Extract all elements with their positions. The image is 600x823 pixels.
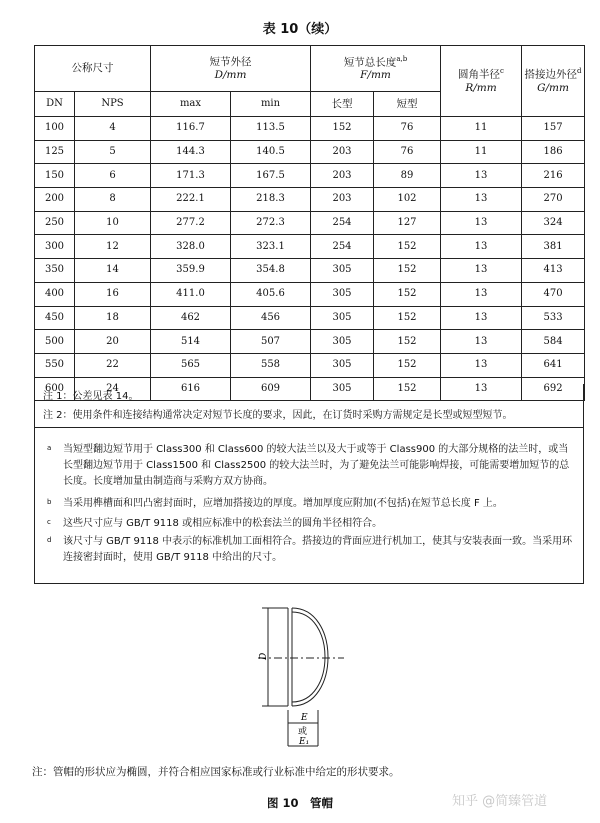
table-cell: 300 bbox=[35, 235, 75, 259]
table-cell: 550 bbox=[35, 353, 75, 377]
header-lap-od-unit: G/mm bbox=[537, 81, 569, 94]
table-cell: 152 bbox=[374, 259, 441, 283]
header-short-length-label: 短节总长度 bbox=[343, 56, 397, 69]
table-note-1: 注 1：公差见表 14。 bbox=[43, 391, 139, 402]
table-cell: 4 bbox=[75, 117, 151, 141]
cap-flange-lines bbox=[288, 608, 292, 706]
table-cell: 11 bbox=[441, 140, 522, 164]
label-e: E bbox=[301, 713, 308, 723]
pipe-cap-figure bbox=[240, 598, 360, 748]
table-cell: 254 bbox=[311, 211, 374, 235]
table-cell: 305 bbox=[311, 282, 374, 306]
table-cell: 305 bbox=[311, 259, 374, 283]
table-cell: 203 bbox=[311, 140, 374, 164]
table-row bbox=[35, 306, 585, 330]
table-cell: 13 bbox=[441, 306, 522, 330]
table-cell: 305 bbox=[311, 353, 374, 377]
table-cell: 125 bbox=[35, 140, 75, 164]
table-cell: 152 bbox=[374, 377, 441, 401]
table-note-2: 注 2：使用条件和连接结构通常决定对短节长度的要求，因此，在订货时采购方需规定是长型或短型短节。 bbox=[43, 410, 513, 421]
table-row bbox=[35, 188, 585, 212]
table-cell: 167.5 bbox=[231, 164, 311, 188]
table-cell: 305 bbox=[311, 330, 374, 354]
table-cell: 354.8 bbox=[231, 259, 311, 283]
footnote-b-mark: b bbox=[47, 498, 52, 506]
table-cell: 100 bbox=[35, 117, 75, 141]
header-short-od-label: 短节外径 bbox=[209, 55, 252, 68]
header-fillet-radius bbox=[441, 46, 522, 117]
table-cell: 13 bbox=[441, 259, 522, 283]
table-cell: 216 bbox=[522, 164, 585, 188]
header-lap-od bbox=[522, 46, 585, 117]
table-cell: 13 bbox=[441, 282, 522, 306]
table-row bbox=[35, 282, 585, 306]
table-cell: 18 bbox=[75, 306, 151, 330]
table-cell: 600 bbox=[35, 377, 75, 401]
table-cell: 218.3 bbox=[231, 188, 311, 212]
table-cell: 20 bbox=[75, 330, 151, 354]
table-cell: 584 bbox=[522, 330, 585, 354]
table-cell: 641 bbox=[522, 353, 585, 377]
table-cell: 14 bbox=[75, 259, 151, 283]
table-notes bbox=[34, 384, 584, 428]
table-cell: 150 bbox=[35, 164, 75, 188]
header-short-od-unit: D/mm bbox=[214, 68, 247, 81]
table-cell: 324 bbox=[522, 211, 585, 235]
table-row bbox=[35, 211, 585, 235]
table-cell: 76 bbox=[374, 117, 441, 141]
table-cell: 507 bbox=[231, 330, 311, 354]
table-cell: 13 bbox=[441, 188, 522, 212]
footnote-d-mark: d bbox=[47, 536, 52, 544]
table-cell: 152 bbox=[374, 330, 441, 354]
label-or: 或 bbox=[298, 727, 308, 737]
header-short-od bbox=[151, 46, 311, 92]
table-cell: 157 bbox=[522, 117, 585, 141]
figure-note: 注：管帽的形状应为椭圆，并符合相应国家标准或行业标准中给定的形状要求。 bbox=[32, 766, 400, 778]
table-row bbox=[35, 117, 585, 141]
table-cell: 144.3 bbox=[151, 140, 231, 164]
table-cell: 13 bbox=[441, 235, 522, 259]
table-cell: 565 bbox=[151, 353, 231, 377]
footnote-a-text: 当短型翻边短节用于 Class300 和 Class600 的较大法兰以及大于或等于 Class900 的大部分规格的法兰时，或当长型翻边短节用于 Class1500 和 Class2500 的较大法兰时，为了避免法兰可能影响焊接，可能需要增加短节的总长度。长度增加量由制造商与采购方双方协商。 bbox=[63, 444, 570, 487]
table-cell: 350 bbox=[35, 259, 75, 283]
footnote-d bbox=[47, 534, 577, 566]
footnote-c bbox=[47, 516, 577, 532]
table-row bbox=[35, 235, 585, 259]
table-cell: 152 bbox=[374, 306, 441, 330]
table-cell: 12 bbox=[75, 235, 151, 259]
table-cell: 462 bbox=[151, 306, 231, 330]
table-cell: 254 bbox=[311, 235, 374, 259]
table-cell: 270 bbox=[522, 188, 585, 212]
table-cell: 171.3 bbox=[151, 164, 231, 188]
footnote-b bbox=[47, 496, 577, 512]
table-cell: 5 bbox=[75, 140, 151, 164]
table-cell: 13 bbox=[441, 164, 522, 188]
header-dn: DN bbox=[35, 92, 75, 117]
table-cell: 450 bbox=[35, 306, 75, 330]
table-cell: 13 bbox=[441, 330, 522, 354]
header-max: max bbox=[151, 92, 231, 117]
table-row bbox=[35, 140, 585, 164]
cap-outer-curve bbox=[292, 608, 328, 706]
table-cell: 186 bbox=[522, 140, 585, 164]
table-cell: 692 bbox=[522, 377, 585, 401]
table-cell: 328.0 bbox=[151, 235, 231, 259]
table-cell: 413 bbox=[522, 259, 585, 283]
header-lap-od-sup: d bbox=[577, 67, 582, 76]
table-cell: 277.2 bbox=[151, 211, 231, 235]
table-cell: 152 bbox=[374, 353, 441, 377]
table-cell: 152 bbox=[374, 235, 441, 259]
header-fillet-radius-unit: R/mm bbox=[465, 81, 497, 94]
table-cell: 609 bbox=[231, 377, 311, 401]
watermark: 知乎 @简臻管道 bbox=[452, 794, 548, 809]
table-cell: 11 bbox=[441, 117, 522, 141]
table-cell: 533 bbox=[522, 306, 585, 330]
table-cell: 102 bbox=[374, 188, 441, 212]
header-lap-od-label: 搭接边外径 bbox=[524, 68, 578, 81]
table-cell: 323.1 bbox=[231, 235, 311, 259]
header-short-length-sup: a,b bbox=[396, 54, 408, 63]
header-min: min bbox=[231, 92, 311, 117]
table-row bbox=[35, 259, 585, 283]
table-cell: 113.5 bbox=[231, 117, 311, 141]
table-cell: 558 bbox=[231, 353, 311, 377]
footnote-a-mark: a bbox=[47, 444, 52, 452]
table-cell: 6 bbox=[75, 164, 151, 188]
figure-caption: 图 10 管帽 bbox=[266, 796, 333, 810]
table-cell: 405.6 bbox=[231, 282, 311, 306]
footnotes-box bbox=[34, 427, 584, 584]
footnote-c-text: 这些尺寸应与 GB/T 9118 或相应标准中的松套法兰的圆角半径相符合。 bbox=[63, 518, 383, 529]
table-cell: 514 bbox=[151, 330, 231, 354]
table-cell: 411.0 bbox=[151, 282, 231, 306]
table-cell: 470 bbox=[522, 282, 585, 306]
label-e1: E₁ bbox=[299, 737, 310, 747]
table-cell: 116.7 bbox=[151, 117, 231, 141]
dimension-table bbox=[34, 45, 585, 401]
table-cell: 381 bbox=[522, 235, 585, 259]
table-cell: 10 bbox=[75, 211, 151, 235]
table-cell: 76 bbox=[374, 140, 441, 164]
table-cell: 22 bbox=[75, 353, 151, 377]
header-nominal-size: 公称尺寸 bbox=[35, 46, 151, 92]
table-cell: 250 bbox=[35, 211, 75, 235]
table-cell: 13 bbox=[441, 211, 522, 235]
table-cell: 152 bbox=[311, 117, 374, 141]
header-short-length-unit: F/mm bbox=[360, 69, 391, 82]
header-fillet-radius-label: 圆角半径 bbox=[458, 68, 501, 81]
table-cell: 203 bbox=[311, 164, 374, 188]
table-cell: 222.1 bbox=[151, 188, 231, 212]
table-cell: 305 bbox=[311, 306, 374, 330]
table-row bbox=[35, 164, 585, 188]
table-cell: 400 bbox=[35, 282, 75, 306]
table-title: 表 10（续） bbox=[262, 22, 338, 37]
table-cell: 616 bbox=[151, 377, 231, 401]
table-cell: 140.5 bbox=[231, 140, 311, 164]
table-cell: 13 bbox=[441, 353, 522, 377]
header-long-type: 长型 bbox=[311, 92, 374, 117]
table-cell: 127 bbox=[374, 211, 441, 235]
table-cell: 89 bbox=[374, 164, 441, 188]
table-cell: 152 bbox=[374, 282, 441, 306]
footnote-a bbox=[47, 442, 577, 490]
header-fillet-radius-sup: c bbox=[500, 67, 504, 76]
table-cell: 16 bbox=[75, 282, 151, 306]
footnote-b-text: 当采用榫槽面和凹凸密封面时，应增加搭接边的厚度。增加厚度应附加(不包括)在短节总长度 F 上。 bbox=[63, 498, 503, 509]
table-row bbox=[35, 353, 585, 377]
footnote-c-mark: c bbox=[47, 518, 51, 526]
table-cell: 203 bbox=[311, 188, 374, 212]
footnote-d-text: 该尺寸与 GB/T 9118 中表示的标准机加工面相符合。搭接边的背面应进行机加工，使其与安装表面一致。当采用环连接密封面时，使用 GB/T 9118 中给出的尺寸。 bbox=[63, 536, 573, 563]
header-short-type: 短型 bbox=[374, 92, 441, 117]
header-nps: NPS bbox=[75, 92, 151, 117]
table-cell: 200 bbox=[35, 188, 75, 212]
table-cell: 24 bbox=[75, 377, 151, 401]
table-cell: 359.9 bbox=[151, 259, 231, 283]
table-cell: 500 bbox=[35, 330, 75, 354]
table-row bbox=[35, 330, 585, 354]
table-cell: 305 bbox=[311, 377, 374, 401]
header-short-length bbox=[311, 46, 441, 92]
label-d: D bbox=[259, 652, 269, 660]
table-cell: 13 bbox=[441, 377, 522, 401]
table-cell: 456 bbox=[231, 306, 311, 330]
table-cell: 8 bbox=[75, 188, 151, 212]
table-cell: 272.3 bbox=[231, 211, 311, 235]
